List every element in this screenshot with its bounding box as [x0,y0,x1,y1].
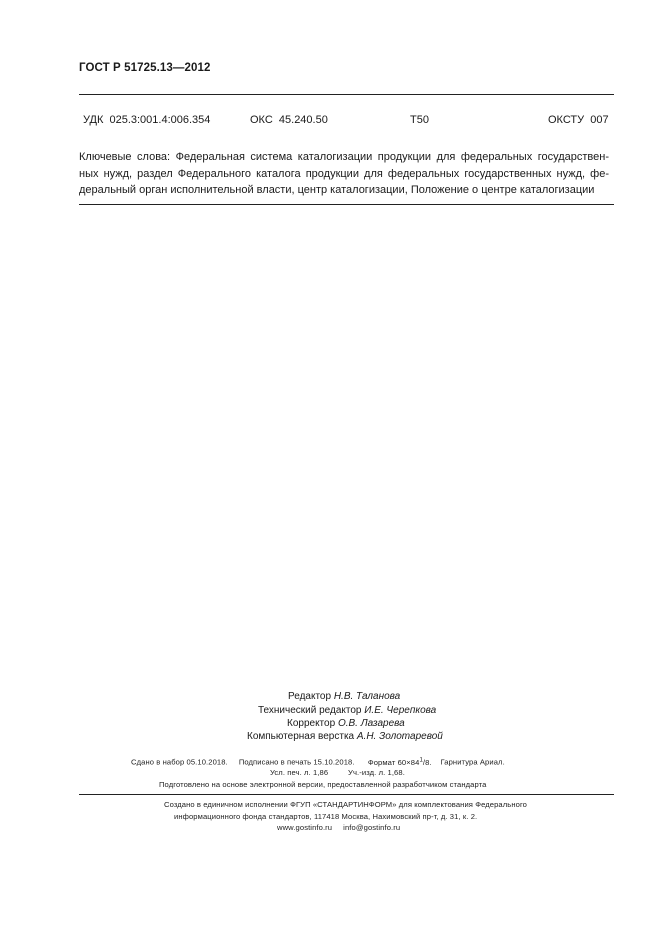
oks-code: ОКС 45.240.50 [250,114,328,126]
imprint-line-1 [131,757,505,767]
signed-date: Подписано в печать 15.10.2018. [238,757,355,767]
footer-contacts [277,823,400,832]
corrector-row [287,718,405,729]
t-code: Т50 [410,114,429,126]
keywords-block [79,149,609,199]
publisher-sheets: Уч.-изд. л. 1,68. [348,768,405,777]
footer-divider [79,794,614,795]
tech-editor-row [258,705,436,716]
print-sheets: Усл. печ. л. 1,86 [270,768,329,777]
format-text: Формат 60×84 [367,757,420,767]
standard-code: ГОСТ Р 51725.13—2012 [79,62,211,74]
tech-editor-role: Технический редактор [258,705,362,716]
corrector-role: Корректор [287,718,336,729]
prepared-note: Подготовлено на основе электронной версии, предоставленной разработчиком стандарта [159,780,487,789]
format-sub: /8. [422,757,432,767]
editor-row [288,691,400,702]
footer-line-2: информационного фонда стандартов, 117418 Москва, Нахимовский пр-т, д. 31, к. 2. [174,812,478,821]
layout-name: А.Н. Золотаревой [356,731,443,742]
editor-role: Редактор [288,691,332,702]
imprint-line-2 [270,768,405,777]
tech-editor-name: И.Е. Черепкова [364,705,437,716]
keywords-line: ных нужд, раздел Федерального каталога продукции для федеральных государственных нужд, фе- [79,167,609,180]
format-sup: 1 [419,757,423,763]
keywords-line: Ключевые слова: Федеральная система каталогизации продукции для федеральных государствен- [79,151,609,163]
footer-line-1: Создано в единичном исполнении ФГУП «СТАНДАРТИНФОРМ» для комплектования Федерального [164,800,527,809]
layout-role: Компьютерная верстка [247,731,355,742]
keywords-divider [79,204,614,205]
email-link[interactable]: info@gostinfo.ru [343,823,401,832]
top-divider [79,94,614,95]
layout-row [247,731,443,742]
submitted-date: Сдано в набор 05.10.2018. [131,757,228,767]
typeface: Гарнитура Ариал. [440,757,505,767]
udk-code: УДК 025.3:001.4:006.354 [83,114,211,126]
website-link[interactable]: www.gostinfo.ru [277,823,333,832]
okstu-code: ОКСТУ 007 [548,114,609,126]
keywords-line: деральный орган исполнительной власти, центр каталогизации, Положение о центре каталогизации [79,184,595,196]
editor-name: Н.В. Таланова [333,691,401,702]
corrector-name: О.В. Лазарева [337,718,405,729]
paper-format [368,758,432,767]
